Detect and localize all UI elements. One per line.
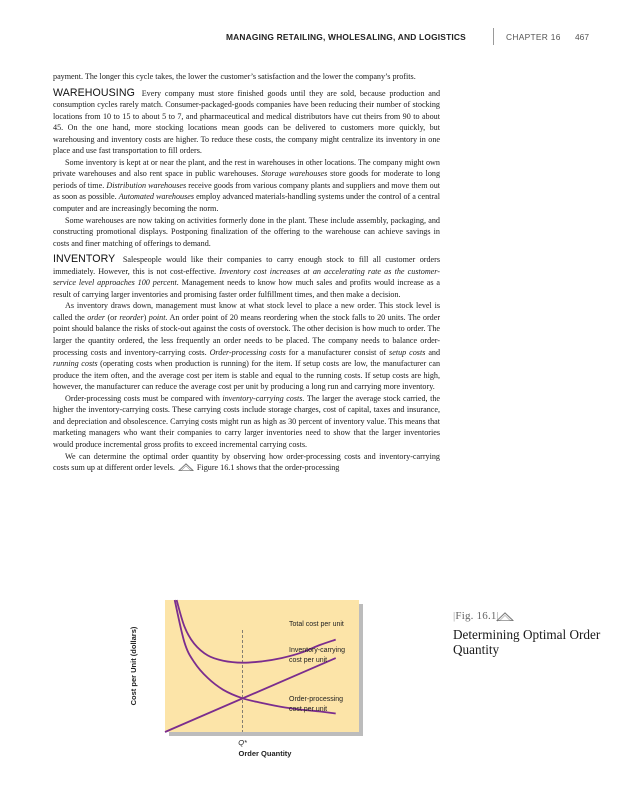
term-order-processing-costs: Order-processing costs <box>209 347 286 357</box>
warehousing-paragraph-1: WAREHOUSING Every company must store finished goods until they are sold, because production and consumption cycles rarely match. Consumer-packaged-goods companies have been reducing their number of stocking locations from 10 to 15 to about 5 to 7, and pharmaceutical and medical distributors have cut theirs from 90 to about 45. On the one hand, more stocking locations mean goods can be delivered to customers more quickly, but warehousing and inventory costs are higher. To reduce these costs, the company might centralize its inventory in one place and use fast transportation to fill orders. <box>53 86 441 156</box>
chapter-label: CHAPTER 16 <box>506 32 561 42</box>
y-axis-label: Cost per Unit (dollars) <box>129 626 138 706</box>
total-cost-label: Total cost per unit <box>289 621 344 628</box>
inventory-heading: INVENTORY <box>53 253 116 266</box>
triangle-icon <box>178 463 194 471</box>
inventory-cost-statement: Inventory cost increases at an accelerating rate as the customer-service level approaches 100 percent. <box>53 266 440 288</box>
term-inventory-carrying-costs: inventory-carrying costs. <box>222 393 305 403</box>
inventory-paragraph-1: INVENTORY Salespeople would like their companies to carry enough stock to fill all customer orders immediately. However, this is not cost-effective. Inventory cost increases at an accelerating rate as the customer-service level approaches 100 percent. Management needs to know how much sales and profits would increase as a result of carrying larger inventories and promising faster order fulfillment times, and then make a decision. <box>53 253 440 299</box>
warehousing-paragraph-2: Some inventory is kept at or near the plant, and the rest in warehouses in other locations. The company might own private warehouses and also rent space in public warehouses. Storage warehouses store goods for moderate to long periods of time. Distribution warehouses receive goods from various company plants and suppliers and move them out as soon as possible. Automated warehouses employ advanced materials-handling systems under the control of a central computer and are increasingly becoming the norm. <box>53 157 441 214</box>
intro-paragraph: payment. The longer this cycle takes, the lower the customer’s satisfaction and the lower the company’s profits. <box>53 72 416 81</box>
running-header <box>0 28 623 48</box>
body-text <box>53 71 440 474</box>
triangle-icon <box>496 612 514 621</box>
order-processing-label-line2: cost per unit <box>289 706 328 713</box>
x-tick-label-qstar: Q* <box>238 738 247 747</box>
term-automated-warehouses: Automated warehouses <box>118 192 195 202</box>
order-processing-label-line1: Order-processing <box>289 696 344 703</box>
page-number: 467 <box>575 32 589 42</box>
header-divider <box>493 28 494 45</box>
inventory-carrying-label-line2: cost per unit <box>289 657 328 664</box>
warehousing-paragraph-3: Some warehouses are now taking on activities formerly done in the plant. These include assembly, packaging, and constructing promotional displays. Postponing finalization of the offering to the warehouse can achieve savings in costs and finer matching of offerings to demand. <box>53 215 440 248</box>
warehousing-heading: WAREHOUSING <box>53 86 135 99</box>
inventory-carrying-label-line1: Inventory-carrying <box>289 647 346 654</box>
term-setup-costs: setup costs <box>389 347 426 357</box>
figure-label: |Fig. 16.1| <box>453 610 500 622</box>
inventory-paragraph-4: We can determine the optimal order quantity by observing how order-processing costs and inventory-carrying costs sum up at different order levels. Figure 16.1 shows that the order-processing <box>53 451 440 473</box>
inventory-paragraph-2: As inventory draws down, management must know at what stock level to place a new order. This stock level is called the order (or reorder) point. An order point of 20 means reordering when the stock falls to 20 units. The order point should balance the risks of stock-out against the costs of overstock. The other decision is how much to order. The larger the quantity ordered, the less frequently an order needs to be placed. The company needs to balance order-processing costs and inventory-carrying costs. Order-processing costs for a manufacturer consist of setup costs and running costs (operating costs when production is running) for the item. If setup costs are low, the manufacturer can produce the item often, and the average cost per item is stable and equal to the running costs. If setup costs are high, however, the manufacturer can reduce the average cost per unit by producing a long run and carrying more inventory. <box>53 301 441 392</box>
inventory-paragraph-3: Order-processing costs must be compared with inventory-carrying costs. The larger the average stock carried, the higher the inventory-carrying costs. These carrying costs include storage charges, cost of capital, taxes and insurance, and depreciation and obsolescence. Carrying costs might run as high as 30 percent of inventory value. This means that marketing managers who want their companies to carry larger inventories need to show that the larger inventories would produce incremental gross profits to exceed incremental carrying costs. <box>53 393 440 449</box>
x-axis-label: Order Quantity <box>238 749 292 758</box>
term-distribution-warehouses: Distribution warehouses <box>106 180 187 190</box>
term-running-costs: running costs <box>53 359 98 369</box>
term-storage-warehouses: Storage warehouses <box>261 169 328 179</box>
term-order: order <box>87 312 105 322</box>
order-quantity-chart <box>113 596 373 786</box>
running-title: MANAGING RETAILING, WHOLESALING, AND LOGISTICS <box>226 32 466 42</box>
term-point: point. <box>148 312 168 322</box>
figure-title: Determining Optimal Order Quantity <box>453 627 601 657</box>
term-reorder: reorder <box>119 312 144 322</box>
